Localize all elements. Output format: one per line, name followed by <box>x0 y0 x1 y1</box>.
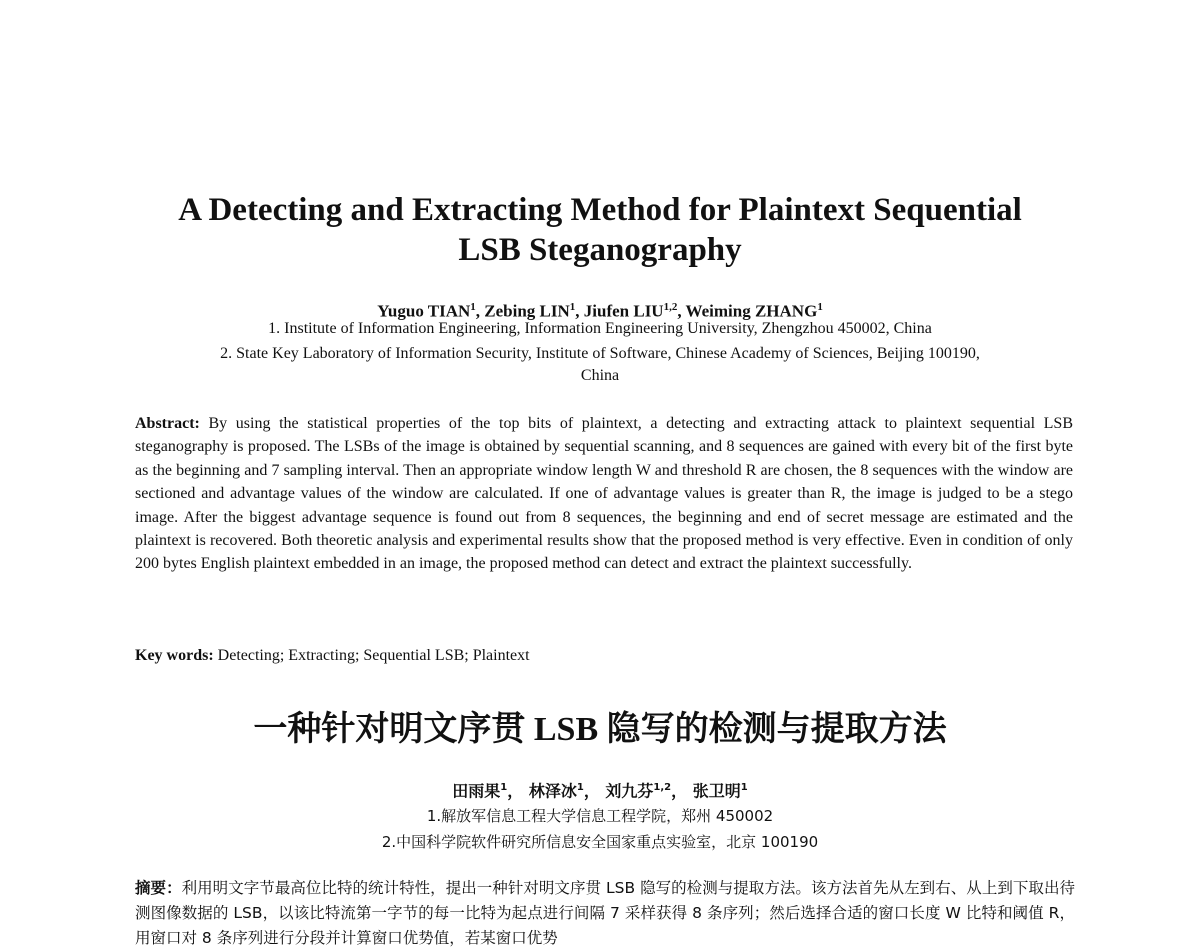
chinese-author-name: 林泽冰 <box>528 781 577 801</box>
chinese-author-name: 田雨果 <box>452 781 501 801</box>
chinese-abstract-label: 摘要： <box>135 879 182 897</box>
paper-title <box>100 190 1100 270</box>
affiliation-2 <box>130 343 1070 387</box>
author-name: Jiufen LIU <box>583 301 664 321</box>
chinese-author-mark: 1 <box>740 782 748 793</box>
chinese-author-list: 田雨果$^1$， 林泽冰$^1$， 刘九芬$^{1,2}$， 张卫明$^1$ <box>452 781 748 801</box>
chinese-affiliation-2: 2.中国科学院软件研究所信息安全国家重点实验室，北京 100190 <box>381 833 819 851</box>
paper-title-line-1: A Detecting and Extracting Method for Plaintext Sequential <box>178 192 1022 228</box>
chinese-author-name: 张卫明 <box>692 781 741 801</box>
author-name: Weiming ZHANG <box>685 301 818 321</box>
author-name: Yuguo TIAN <box>377 301 471 321</box>
chinese-affiliation-1: 1.解放军信息工程大学信息工程学院，郑州 450002 <box>426 807 774 825</box>
chinese-abstract <box>135 876 1075 951</box>
chinese-author-mark: 1 <box>500 782 508 793</box>
keywords <box>135 645 1073 667</box>
keywords-text: Detecting; Extracting; Sequential LSB; Plaintext <box>217 647 530 664</box>
keywords-label: Key words: <box>135 647 214 664</box>
author-affiliation-mark: 1 <box>817 301 823 313</box>
affiliation-2-line-2: China <box>580 367 620 384</box>
author-name: Zebing LIN <box>484 301 570 321</box>
author-affiliation-mark: 1,2 <box>663 301 678 313</box>
affiliation-2-line-1: 2. State Key Laboratory of Information Security, Institute of Software, Chinese Academy of Sciences, Beijing 100190, <box>220 345 980 362</box>
abstract <box>135 412 1073 576</box>
chinese-abstract-text: 利用明文字节最高位比特的统计特性，提出一种针对明文序贯 LSB 隐写的检测与提取方法。该方法首先从左到右、从上到下取出待测图像数据的 LSB，以该比特流第一字节的每一比特为起点进行间隔 7 采样获得 8 条序列；然后选择合适的窗口长度 W 比特和阈值 R，用窗口对 8 条序列进行分段并计算窗口优势值，若某窗口优势 <box>135 879 1075 947</box>
chinese-title: 一种针对明文序贯 LSB 隐写的检测与提取方法 <box>253 711 947 748</box>
abstract-label: Abstract: <box>135 415 200 432</box>
abstract-text: By using the statistical properties of the top bits of plaintext, a detecting and extracting attack to plaintext sequential LSB steganography is proposed. The LSBs of the image is obtained by sequential scanning, and 8 sequences are gained with every bit of the first byte as the beginning and 7 sampling interval. Then an appropriate window length W and threshold R are chosen, the 8 sequences with the window are sectioned and advantage values of the window are calculated. If one of advantage values is greater than R, the image is judged to be a stego image. After the biggest advantage sequence is found out from 8 sequences, the beginning and end of secret message are estimated and the plaintext is recovered. Both theoretic analysis and experimental results show that the proposed method is very effective. Even in condition of only 200 bytes English plaintext embedded in an image, the proposed method can detect and extract the plaintext successfully. <box>135 415 1073 573</box>
author-affiliation-mark: 1 <box>569 301 576 313</box>
author-list: Yuguo TIAN$^1$, Zebing LIN$^1$, Jiufen LIU$^{1,2}$, Weiming ZHANG$^1$ <box>377 301 823 321</box>
chinese-author-mark: 1,2 <box>653 782 672 793</box>
chinese-author-mark: 1 <box>576 782 584 793</box>
author-affiliation-mark: 1 <box>470 301 476 313</box>
affiliation-1: 1. Institute of Information Engineering, Information Engineering University, Zhengzhou 450002, China <box>268 320 932 337</box>
paper-title-line-2: LSB Steganography <box>458 232 742 268</box>
chinese-author-name: 刘九芬 <box>605 781 654 801</box>
